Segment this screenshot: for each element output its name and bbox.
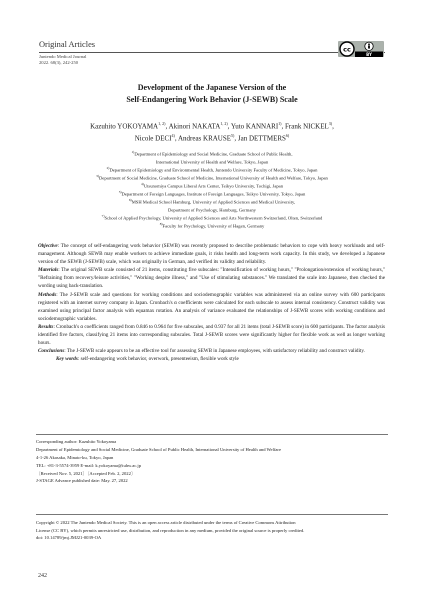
footnote-rule: [36, 434, 388, 435]
header-rule: [39, 52, 385, 53]
correspondence-address: Department of Epidemiology and Social Medicine, Graduate School of Public Health, International University of Health and Welfare: [36, 446, 281, 452]
author-affil-ref: 1): [278, 121, 282, 126]
keywords-label: Key words: [56, 356, 78, 363]
title-line-2: Self-Endangering Work Behavior (J-SEWB) Scale: [126, 95, 298, 105]
author-separator: ,: [234, 134, 238, 143]
correspondence-block: [36, 438, 388, 485]
abstract-methods: [38, 291, 385, 323]
affiliation-number: 2): [106, 166, 110, 171]
journal-name: Juntendo Medical Journal: [39, 54, 87, 59]
section-label: Original Articles: [39, 40, 96, 49]
advance-published-date: J-STAGE Advance published date: May. 27, 2022: [36, 478, 128, 484]
abstract-label: Materials: [38, 267, 59, 274]
doi-line[interactable]: doi: 10.14789/jmj.JMJ21-0039-OA: [36, 535, 102, 541]
article-title: [60, 82, 364, 107]
affiliation-line: [30, 190, 394, 198]
cc-icon: [340, 42, 354, 56]
abstract-label: Methods: [38, 291, 57, 298]
license-line: License (CC BY), which permits unrestricted use, distribution, and reproduction in any medium, provided the original source is properly credited.: [36, 527, 305, 533]
affiliation-line: [30, 174, 394, 182]
abstract-label: Results: [38, 323, 54, 330]
abstract-text: : The concept of self-endangering work behavior (SEWB) was recently proposed to describe problematic behaviors to cope with heavy workloads and self-management. Although SEWB may enable workers to achieve immediate goals, it risks health and long-term work capacity. In this study, we developed a Japanese version of the SEWB (J-SEWB) scale, which was originally in German, and verified its validity and reliability.: [38, 243, 385, 266]
correspondence-street: 4-1-26 Akasaka, Minato-ku, Tokyo, Japan: [36, 454, 114, 460]
copyright-block: [36, 519, 388, 542]
author-separator: ,: [332, 122, 334, 131]
author-affil-ref: 1, 2): [158, 121, 166, 126]
author-list: [40, 121, 384, 145]
correspondence-contact: TEL: +81-3-5574-3959 E-mail: k.yokoyama@iuhw.ac.jp: [36, 462, 142, 468]
page-number: 242: [38, 573, 47, 579]
author-separator: ,: [165, 122, 169, 131]
author-affil-ref: 4): [171, 132, 175, 138]
abstract-text: : Cronbach's α coefficients ranged from 0.846 to 0.964 for five subscales, and 0.937 for all 21 items (total J-SEWB score) in 600 participants. The factor analysis identified five factors, classifying 21 items into corresponding subscales. Total J-SEWB scores were significantly higher for flexible work as well as longer working hours.: [38, 323, 385, 347]
abstract-label: Objective: [38, 243, 58, 249]
affiliation-line: [30, 214, 394, 222]
author-line-2: [40, 133, 384, 145]
affiliation-text: International University of Health and Welfare, Tokyo, Japan: [155, 159, 269, 165]
title-line-1: Development of the Japanese Version of the: [137, 83, 287, 92]
copyright-rule: [36, 514, 388, 515]
affiliation-line: [30, 150, 394, 158]
affiliation-text: MSH Medical School Hamburg, University of Applied Sciences and Medical University,: [131, 199, 296, 205]
author-name: Yuto KANNARI: [230, 122, 279, 131]
author-name: Frank NICKEL: [285, 122, 329, 131]
affiliation-text: Department of Epidemiology and Environmental Health, Juntendo University Faculty of Medicine, Tokyo, Japan: [109, 167, 318, 173]
author-affil-ref: 6): [285, 132, 290, 138]
by-icon-text: BY: [366, 52, 372, 57]
abstract-results: [38, 323, 385, 347]
affiliation-line: [30, 158, 394, 166]
abstract-materials: [38, 266, 385, 290]
author-name: Kazuhito YOKOYAMA: [90, 122, 159, 131]
affiliation-text: Department of Epidemiology and Social Medicine, Graduate School of Public Health,: [134, 151, 293, 157]
abstract-text: : The J-SEWB scale appears to be an effective tool for assessing SEWB in Japanese employees, with satisfactory reliability and construct validity.: [64, 348, 365, 355]
journal-volume: 2022. 68(3), 242-250: [39, 59, 79, 65]
abstract-objective: [38, 242, 385, 266]
author-separator: ,: [227, 122, 231, 131]
affiliation-line: [30, 166, 394, 174]
affiliation-number: 6): [128, 198, 132, 203]
affiliation-number: 5): [118, 190, 122, 195]
affiliation-line: [30, 206, 394, 214]
affiliation-text: Utsunomiya Campus Liberal Arts Center, Teikyo University, Tochigi, Japan: [143, 183, 283, 189]
author-separator: ,: [281, 122, 286, 131]
journal-info: [39, 54, 86, 65]
cc-by-license-icon[interactable]: [338, 41, 384, 57]
affiliation-number: 1): [131, 150, 135, 154]
affiliation-text: Department of Social Medicine, Graduate School of Medicine, International University of Health and Welfare, Tokyo, Japan: [98, 175, 328, 181]
author-affil-ref: 5): [231, 132, 235, 138]
affiliation-text: Faculty for Psychology, University of Hagen, Germany: [162, 223, 265, 229]
affiliation-number: 8): [159, 222, 163, 227]
copyright-line: Copyright © 2022 The Juntendo Medical Society. This is an open access article distributed under the terms of Creative Commons Attribution: [36, 520, 296, 525]
abstract: [38, 242, 385, 363]
affiliation-line: [30, 182, 394, 190]
affiliation-line: [30, 198, 394, 206]
author-name: Akinori NAKATA: [168, 122, 221, 131]
author-line-1: [40, 121, 384, 133]
abstract-conclusions: [38, 347, 385, 355]
affiliation-text: Department of Psychology, Hamburg, Germany: [168, 207, 256, 213]
abstract-text: : The J-SEWB scale and questions for working conditions and sociodemographic variables was administered via an online survey with 600 participants registered with an internet survey company in Japan. Cronbach's α coefficients were calculated for each subscale to assess internal consistency. Construct validity was examined using principal factor analysis with equamax rotation. An analysis of variance evaluated the relationships of J-SEWB scores with working conditions and sociodemographic variables.: [38, 291, 385, 322]
affiliation-list: [30, 150, 394, 230]
abstract-label: Conclusions: [38, 348, 65, 355]
author-name: Andreas KRAUSE: [177, 134, 232, 143]
affiliation-number: 7): [101, 214, 105, 219]
abstract-text: : The original SEWB scale consisted of 21 items, constituting five subscales: "Intensification of working hours," "Prolongation/extension of working hours," "Refraining from recovery/leisure activities," "Working despite illness," and "Use of stimulating substances." We translated the scale into Japanese, then checked the wording using back-translation.: [38, 267, 385, 290]
affiliation-text: Department of Foreign Languages, Institute of Foreign Languages, Teikyo University, Tokyo, Japan: [121, 191, 306, 197]
affiliation-number: 3): [96, 174, 99, 179]
author-name: Nicole DECI: [134, 134, 172, 143]
author-affil-ref: 3): [328, 121, 333, 126]
cc-icon-text: cc: [343, 45, 351, 54]
affiliation-line: [30, 222, 394, 230]
corresponding-author: Corresponding author: Kazuhito Yokoyama: [36, 439, 117, 444]
keywords-text: : self-endangering work behavior, overwork, presenteeism, flexible work style: [77, 356, 239, 363]
affiliation-number: 4): [140, 182, 144, 187]
affiliation-text: School of Applied Psychology, University of Applied Sciences and Arts Northwestern Switzerland, Olten, Switzerland: [104, 215, 323, 221]
author-separator: ,: [174, 134, 178, 143]
keywords: [56, 355, 385, 363]
author-affil-ref: 1, 2): [220, 121, 228, 126]
received-accepted-dates: 〔Received Nov. 5, 2021〕〔Accepted Feb. 2, 2022〕: [36, 470, 136, 476]
author-name: Jan DETTMERS: [237, 134, 286, 143]
